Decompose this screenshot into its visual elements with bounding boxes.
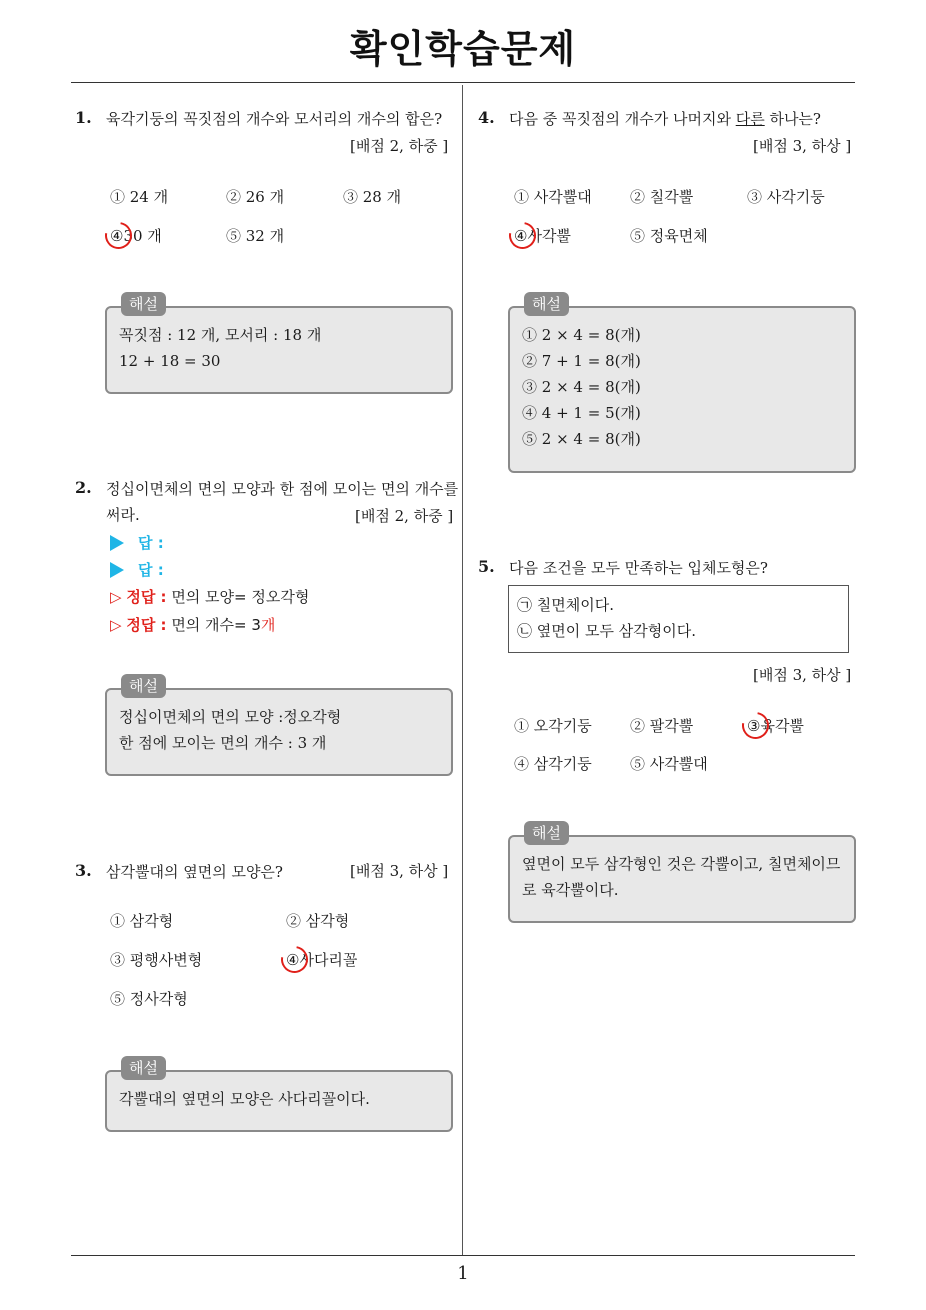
question-text: 정십이면체의 면의 모양과 한 점에 모이는 면의 개수를 [106,480,459,498]
explanation-box [508,295,856,473]
score-info: [배점 2, 하중 ] [355,507,454,525]
option-1[interactable]: ① 24 개 [110,188,169,206]
option-4[interactable] [514,225,571,246]
triangle-outline-icon: ▷ [110,616,122,634]
page-title: 확인학습문제 [349,27,577,71]
explanation-tag: 해설 [121,1056,166,1080]
explanation-box [105,677,453,776]
explanation-box [508,824,856,923]
option-3[interactable]: ③ 28 개 [343,188,402,206]
answer-label: 답 : [138,534,164,552]
option-label: 사다리꼴 [299,951,358,969]
explanation-tag: 해설 [121,292,166,316]
option-4[interactable] [286,949,357,970]
answer-mark [100,217,138,255]
option-3[interactable]: ③ 평행사변형 [110,951,203,969]
explanation-line: 정십이면체의 면의 모양 :정오각형 [119,708,342,726]
question-text-part: 하나는? [764,110,821,128]
answer-mark [737,707,775,745]
triangle-outline-icon: ▷ [110,588,122,606]
footer-rule [71,1255,855,1256]
correct-value: 면의 모양= 정오각형 [171,588,310,606]
play-icon [110,535,124,551]
explanation-box [105,1059,453,1132]
option-1[interactable]: ① 삼각형 [110,912,174,930]
correct-label: 정답 : [126,616,167,634]
explanation-line: 로 육각뿔이다. [522,881,619,899]
option-1[interactable]: ① 사각뿔대 [514,188,592,206]
option-3[interactable]: ③ 사각기둥 [747,188,825,206]
explanation-line: ④ 4 + 1 = 5(개) [522,404,641,422]
condition-item: ㉡ 옆면이 모두 삼각형이다. [517,622,696,640]
explanation-tag: 해설 [524,821,569,845]
explanation-line: 꼭짓점 : 12 개, 모서리 : 18 개 [119,326,322,344]
option-label: 육각뿔 [760,717,804,735]
question-text-part: 다음 중 꼭짓점의 개수가 나머지와 [509,110,736,128]
explanation-line: ② 7 + 1 = 8(개) [522,352,641,370]
option-2[interactable]: ② 26 개 [226,188,285,206]
explanation-line: 12 + 18 = 30 [119,352,221,370]
score-info: [배점 3, 하상 ] [350,862,449,880]
answer-label: 답 : [138,561,164,579]
answer-line-2[interactable] [110,559,164,580]
score-info: [배점 3, 하상 ] [753,137,852,155]
question-text-emphasis: 다른 [735,110,765,128]
question-number: 5. [478,557,495,576]
option-5[interactable]: ⑤ 정사각형 [110,990,188,1008]
correct-label: 정답 : [126,588,167,606]
question-number: 4. [478,108,495,127]
correct-answer-2 [110,614,275,635]
question-number: 1. [75,108,92,127]
option-label: 30 개 [123,227,162,245]
answer-mark [276,941,314,979]
play-icon [110,562,124,578]
option-5[interactable]: ⑤ 사각뿔대 [630,755,708,773]
header-rule [71,82,855,83]
option-number: ④ [286,951,300,969]
explanation-line: ⑤ 2 × 4 = 8(개) [522,430,641,448]
explanation-box [105,295,453,394]
option-5[interactable]: ⑤ 정육면체 [630,227,708,245]
correct-answer-1 [110,586,309,607]
question-text-cont: 써라. [106,506,140,524]
explanation-line: ③ 2 × 4 = 8(개) [522,378,641,396]
question-text: 다음 조건을 모두 만족하는 입체도형은? [509,559,768,577]
option-4[interactable]: ④ 삼각기둥 [514,755,592,773]
option-2[interactable]: ② 삼각형 [286,912,350,930]
option-number: ④ [514,227,528,245]
page-number: 1 [457,1263,469,1284]
question-text: 육각기둥의 꼭짓점의 개수와 모서리의 개수의 합은? [106,110,443,128]
question-number: 2. [75,478,92,497]
score-info: [배점 3, 하상 ] [753,666,852,684]
correct-value: 면의 개수= 3 [171,616,261,634]
option-3[interactable] [747,715,804,736]
option-label: 사각뿔 [527,227,571,245]
explanation-line: 한 점에 모이는 면의 개수 : 3 개 [119,734,327,752]
score-info: [배점 2, 하중 ] [350,137,449,155]
option-4[interactable] [110,225,162,246]
option-5[interactable]: ⑤ 32 개 [226,227,285,245]
conditions-box [508,585,849,653]
answer-line-1[interactable] [110,532,164,553]
explanation-tag: 해설 [121,674,166,698]
explanation-line: 옆면이 모두 삼각형인 것은 각뿔이고, 칠면체이므 [522,855,841,873]
explanation-line: ① 2 × 4 = 8(개) [522,326,641,344]
explanation-line: 각뿔대의 옆면의 모양은 사다리꼴이다. [119,1090,370,1108]
question-text: 삼각뿔대의 옆면의 모양은? [106,863,283,881]
correct-unit: 개 [260,616,276,634]
option-2[interactable]: ② 칠각뿔 [630,188,694,206]
question-number: 3. [75,861,92,880]
answer-mark [504,217,542,255]
explanation-tag: 해설 [524,292,569,316]
option-number: ③ [747,717,761,735]
column-divider [462,85,463,1255]
question-text [509,106,821,132]
option-number: ④ [110,227,124,245]
option-2[interactable]: ② 팔각뿔 [630,717,694,735]
condition-item: ㉠ 칠면체이다. [517,596,614,614]
option-1[interactable]: ① 오각기둥 [514,717,592,735]
